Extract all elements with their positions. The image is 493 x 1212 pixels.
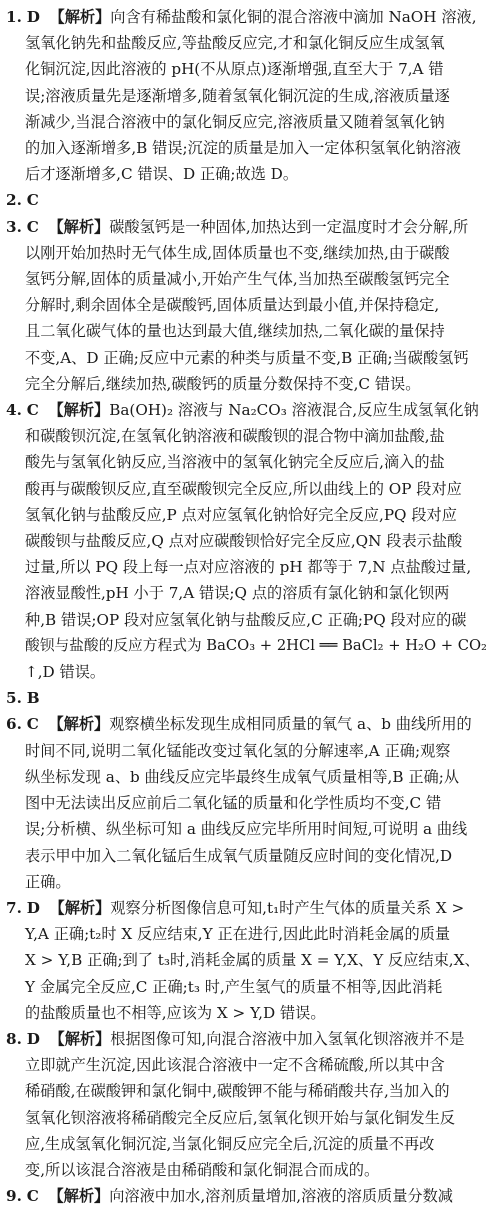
analysis-line: 分解时,剩余固体全是碳酸钙,固体质量达到最小值,并保持稳定, — [25, 296, 440, 315]
answer-letter: C — [26, 191, 39, 210]
analysis-line: 种,B 错误;OP 段对应氢氧化钠与盐酸反应,C 正确;PQ 段对应的碳 — [25, 610, 467, 629]
answer-first-line — [6, 1026, 487, 1052]
analysis-line: 氢钙分解,固体的质量减小,开始产生气体,当加热至碳酸氢钙完全 — [25, 270, 450, 289]
answer-letter: C — [26, 1187, 39, 1206]
analysis-text: 观察横坐标发现生成相同质量的氧气 a、b 曲线所用的 — [109, 715, 472, 734]
analysis-line: ↑,D 错误。 — [25, 663, 106, 682]
analysis-tag: 【解析】 — [48, 217, 110, 236]
analysis-line: 变,所以该混合溶液是由稀硝酸和氯化铜混合而成的。 — [25, 1160, 380, 1179]
answer-letter: D — [26, 8, 40, 26]
answer-first-line — [6, 4, 487, 30]
analysis-tag: 【解析】 — [48, 715, 110, 734]
answer-letter: B — [26, 689, 40, 708]
analysis-text: 向含有稀盐酸和氯化铜的混合溶液中滴加 NaOH 溶液, — [110, 8, 477, 26]
analysis-line: 表示甲中加入二氧化锰后生成氧气质量随反应时间的变化情况,D — [25, 846, 453, 865]
analysis-tag: 【解析】 — [48, 1187, 110, 1206]
answer-item — [6, 685, 487, 711]
question-number: 7. — [6, 898, 22, 917]
analysis-line: 酸钡与盐酸的反应方程式为 BaCO₃ + 2HCl ══ BaCl₂ + H₂O + CO₂ — [25, 636, 487, 654]
analysis-line: 氢氧化钡溶液将稀硝酸完全反应后,氢氧化钡开始与氯化铜发生反 — [25, 1108, 456, 1127]
answer-first-line — [6, 711, 487, 737]
answer-item — [6, 711, 487, 894]
analysis-text: Ba(OH)₂ 溶液与 Na₂CO₃ 溶液混合,反应生成氢氧化钠 — [109, 401, 479, 420]
analysis-line: 酸再与碳酸钡反应,直至碳酸钡完全反应,所以曲线上的 OP 段对应 — [25, 479, 462, 498]
analysis-tag: 【解析】 — [48, 401, 110, 420]
analysis-line: 误;溶液质量先是逐渐增多,随着氢氧化铜沉淀的生成,溶液质量逐 — [25, 86, 450, 105]
question-number: 6. — [6, 715, 22, 734]
analysis-line: 图中无法读出反应前后二氧化锰的质量和化学性质均不变,C 错 — [25, 794, 442, 813]
analysis-line: 和碳酸钡沉淀,在氢氧化钠溶液和碳酸钡的混合物中滴加盐酸,盐 — [25, 427, 445, 446]
analysis-line: 碳酸钡与盐酸反应,Q 点对应碳酸钡恰好完全反应,QN 段表示盐酸 — [25, 532, 463, 551]
answer-first-line — [6, 214, 487, 240]
analysis-line: 氢氧化钠先和盐酸反应,等盐酸反应完,才和氯化铜反应生成氢氧 — [25, 34, 445, 53]
answer-item — [6, 895, 487, 1026]
question-number: 1. — [6, 8, 22, 26]
analysis-line: 误;分析横、纵坐标可知 a 曲线反应完毕所用时间短,可说明 a 曲线 — [25, 820, 468, 839]
analysis-text: 向溶液中加水,溶剂质量增加,溶液的溶质质量分数减 — [109, 1187, 453, 1206]
answer-first-line — [6, 685, 487, 711]
analysis-line: Y 金属完全反应,C 正确;t₃ 时,产生氢气的质量不相等,因此消耗 — [25, 977, 443, 996]
analysis-line: 且二氧化碳气体的量也达到最大值,继续加热,二氧化碳的量保持 — [25, 322, 445, 341]
answer-item — [6, 187, 487, 213]
answer-letter: C — [26, 401, 39, 420]
analysis-text: 碳酸氢钙是一种固体,加热达到一定温度时才会分解,所 — [109, 217, 469, 236]
analysis-line: 以刚开始加热时无气体生成,固体质量也不变,继续加热,由于碳酸 — [25, 243, 450, 262]
answer-item — [6, 1026, 487, 1183]
answer-item — [6, 397, 487, 685]
analysis-line: 后才逐渐增多,C 错误、D 正确;故选 D。 — [25, 165, 299, 184]
question-number: 2. — [6, 191, 22, 210]
analysis-line: 的盐酸质量也不相等,应该为 X > Y,D 错误。 — [25, 1003, 326, 1022]
answer-letter: C — [26, 715, 39, 734]
analysis-text: 根据图像可知,向混合溶液中加入氢氧化钡溶液并不是 — [110, 1029, 465, 1048]
question-number: 8. — [6, 1029, 22, 1048]
answer-letter: D — [26, 1029, 40, 1048]
answer-item — [6, 4, 487, 187]
answer-item — [6, 1183, 487, 1209]
answer-letter: D — [26, 898, 40, 917]
analysis-line: 不变,A、D 正确;反应中元素的种类与质量不变,B 正确;当碳酸氢钙 — [25, 348, 469, 367]
analysis-tag: 【解析】 — [49, 1029, 111, 1048]
analysis-line: 的加入逐渐增多,B 错误;沉淀的质量是加入一定体积氢氧化钠溶液 — [25, 139, 461, 158]
question-number: 3. — [6, 217, 22, 236]
analysis-line: Y,A 正确;t₂时 X 反应结束,Y 正在进行,因此此时消耗金属的质量 — [25, 925, 451, 944]
question-number: 5. — [6, 689, 22, 708]
analysis-line: 溶液显酸性,pH 小于 7,A 错误;Q 点的溶质有氯化钠和氯化钡两 — [25, 584, 450, 603]
analysis-line: 时间不同,说明二氧化锰能改变过氧化氢的分解速率,A 正确;观察 — [25, 741, 451, 760]
analysis-line: 应,生成氢氧化铜沉淀,当氯化铜反应完全后,沉淀的质量不再改 — [25, 1134, 435, 1153]
question-number: 4. — [6, 401, 22, 420]
analysis-line: 立即就产生沉淀,因此该混合溶液中一定不含稀硫酸,所以其中含 — [25, 1056, 445, 1075]
answer-first-line — [6, 187, 487, 213]
analysis-text: 观察分析图像信息可知,t₁时产生气体的质量关系 X > — [110, 898, 465, 917]
question-number: 9. — [6, 1187, 22, 1206]
answer-letter: C — [26, 217, 39, 236]
analysis-line: 氢氧化钠与盐酸反应,P 点对应氢氧化钠恰好完全反应,PQ 段对应 — [25, 505, 457, 524]
analysis-tag: 【解析】 — [49, 898, 111, 917]
analysis-line: 纵坐标发现 a、b 曲线反应完毕最终生成氧气质量相等,B 正确;从 — [25, 767, 460, 786]
answer-item — [6, 214, 487, 397]
analysis-tag: 【解析】 — [49, 8, 111, 26]
answer-first-line — [6, 1183, 487, 1209]
analysis-line: 化铜沉淀,因此溶液的 pH(不从原点)逐渐增强,直至大于 7,A 错 — [25, 60, 444, 79]
analysis-line: 稀硝酸,在碳酸钾和氯化铜中,碳酸钾不能与稀硝酸共存,当加入的 — [25, 1082, 450, 1101]
analysis-line: 渐减少,当混合溶液中的氯化铜反应完,溶液质量又随着氢氧化钠 — [25, 112, 445, 131]
analysis-line: X > Y,B 正确;到了 t₃时,消耗金属的质量 X = Y,X、Y 反应结束,X、 — [25, 951, 480, 970]
answer-first-line — [6, 397, 487, 423]
analysis-line: 完全分解后,继续加热,碳酸钙的质量分数保持不变,C 错误。 — [25, 374, 421, 393]
analysis-line: 正确。 — [25, 872, 71, 891]
answer-first-line — [6, 895, 487, 921]
analysis-line: 过量,所以 PQ 段上每一点对应溶液的 pH 都等于 7,N 点盐酸过量, — [25, 558, 472, 577]
analysis-line: 酸先与氢氧化钠反应,当溶液中的氢氧化钠完全反应后,滴入的盐 — [25, 453, 445, 472]
